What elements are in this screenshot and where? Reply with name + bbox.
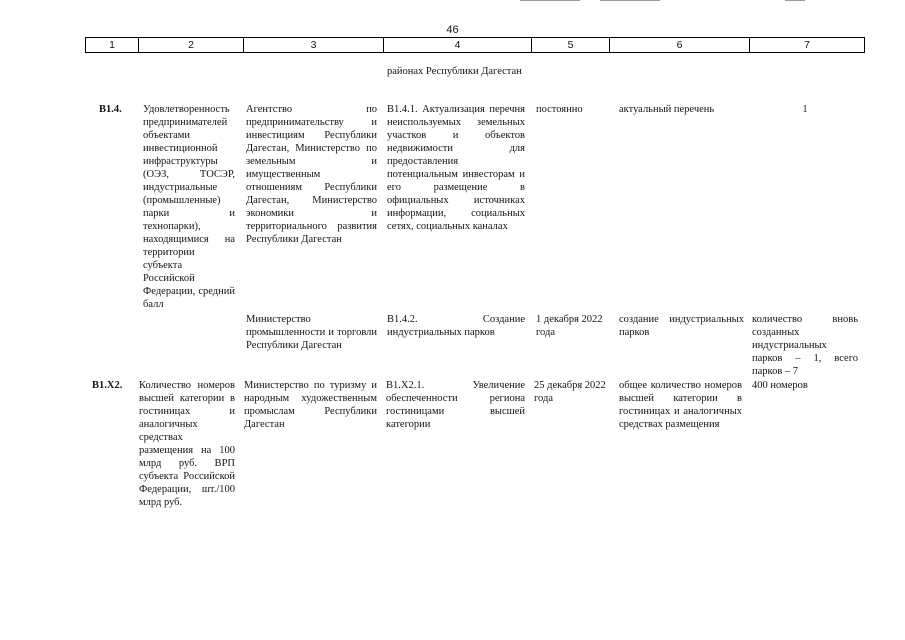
deadline-b14-2: 1 декабря 2022 года (536, 314, 603, 338)
header-col-7: 7 (804, 39, 810, 51)
value-b14-2: количество вновь созданных индустриальных парков – 1, всего парков – 7 (752, 314, 858, 377)
header-col-5: 5 (567, 39, 574, 51)
executor-b1x2: Министерство по туризму и народным художественным промыслам Республики Дагестан (244, 380, 377, 430)
header-col-6: 6 (676, 39, 683, 51)
result-b14-1: актуальный перечень (619, 104, 715, 115)
executor-b14-2: Министерство промышленности и торговли Республики Дагестан (246, 314, 377, 351)
deadline-b1x2: 25 декабря 2022 года (534, 380, 606, 404)
scan-edge-mark (785, 0, 805, 1)
deadline-b14-1: постоянно (536, 104, 583, 115)
table-header (85, 37, 865, 53)
value-b1x2: 400 номеров (752, 380, 808, 391)
result-b1x2: общее количество номеров высшей категории в гостиницах и аналогичных средствах размещения (619, 380, 742, 430)
continuation-text: районах Республики Дагестан (387, 66, 522, 77)
header-col-3: 3 (310, 39, 317, 51)
value-b14-1: 1 (802, 104, 808, 115)
row-code-b1x2: В1.Х2. (92, 380, 123, 391)
scan-edge-mark (520, 0, 580, 1)
indicator-b14: Удовлетворенность предпринимателей объектами инвестиционной инфраструктуры (ОЭЗ, ТОСЭР, индустриальные (промышленные) парки и технопарки), находящимися на территории субъекта Российской Федерации, средний балл (143, 104, 235, 310)
header-col-4: 4 (454, 39, 461, 51)
scan-edge-mark (600, 0, 660, 1)
action-b14-2: В1.4.2. Создание индустриальных парков (387, 314, 525, 338)
result-b14-2: создание индустриальных парков (619, 314, 744, 338)
header-col-1: 1 (109, 39, 115, 51)
header-col-2: 2 (188, 39, 194, 51)
action-b14-1: В1.4.1. Актуализация перечня неиспользуемых земельных участков и объектов недвижимости для предоставления потенциальным инвесторам и его размещение в официальных источниках информации, социальных сетях, социальных каналах (387, 104, 525, 232)
indicator-b1x2: Количество номеров высшей категории в гостиницах и аналогичных средствах размещения на 100 млрд руб. ВРП субъекта Российской Федерации, шт./100 млрд руб. (139, 380, 235, 508)
executor-b14-1: Агентство по предпринимательству и инвестициям Республики Дагестан, Министерство по земельным и имущественным отношениям Республики Дагестан, Министерство экономики и территориального развития Республики Дагестан (246, 104, 377, 245)
action-b1x2: В1.Х2.1. Увеличение обеспеченности региона гостиницами высшей категории (386, 380, 525, 430)
page-number: 46 (446, 24, 459, 36)
row-code-b14: В1.4. (99, 104, 122, 115)
